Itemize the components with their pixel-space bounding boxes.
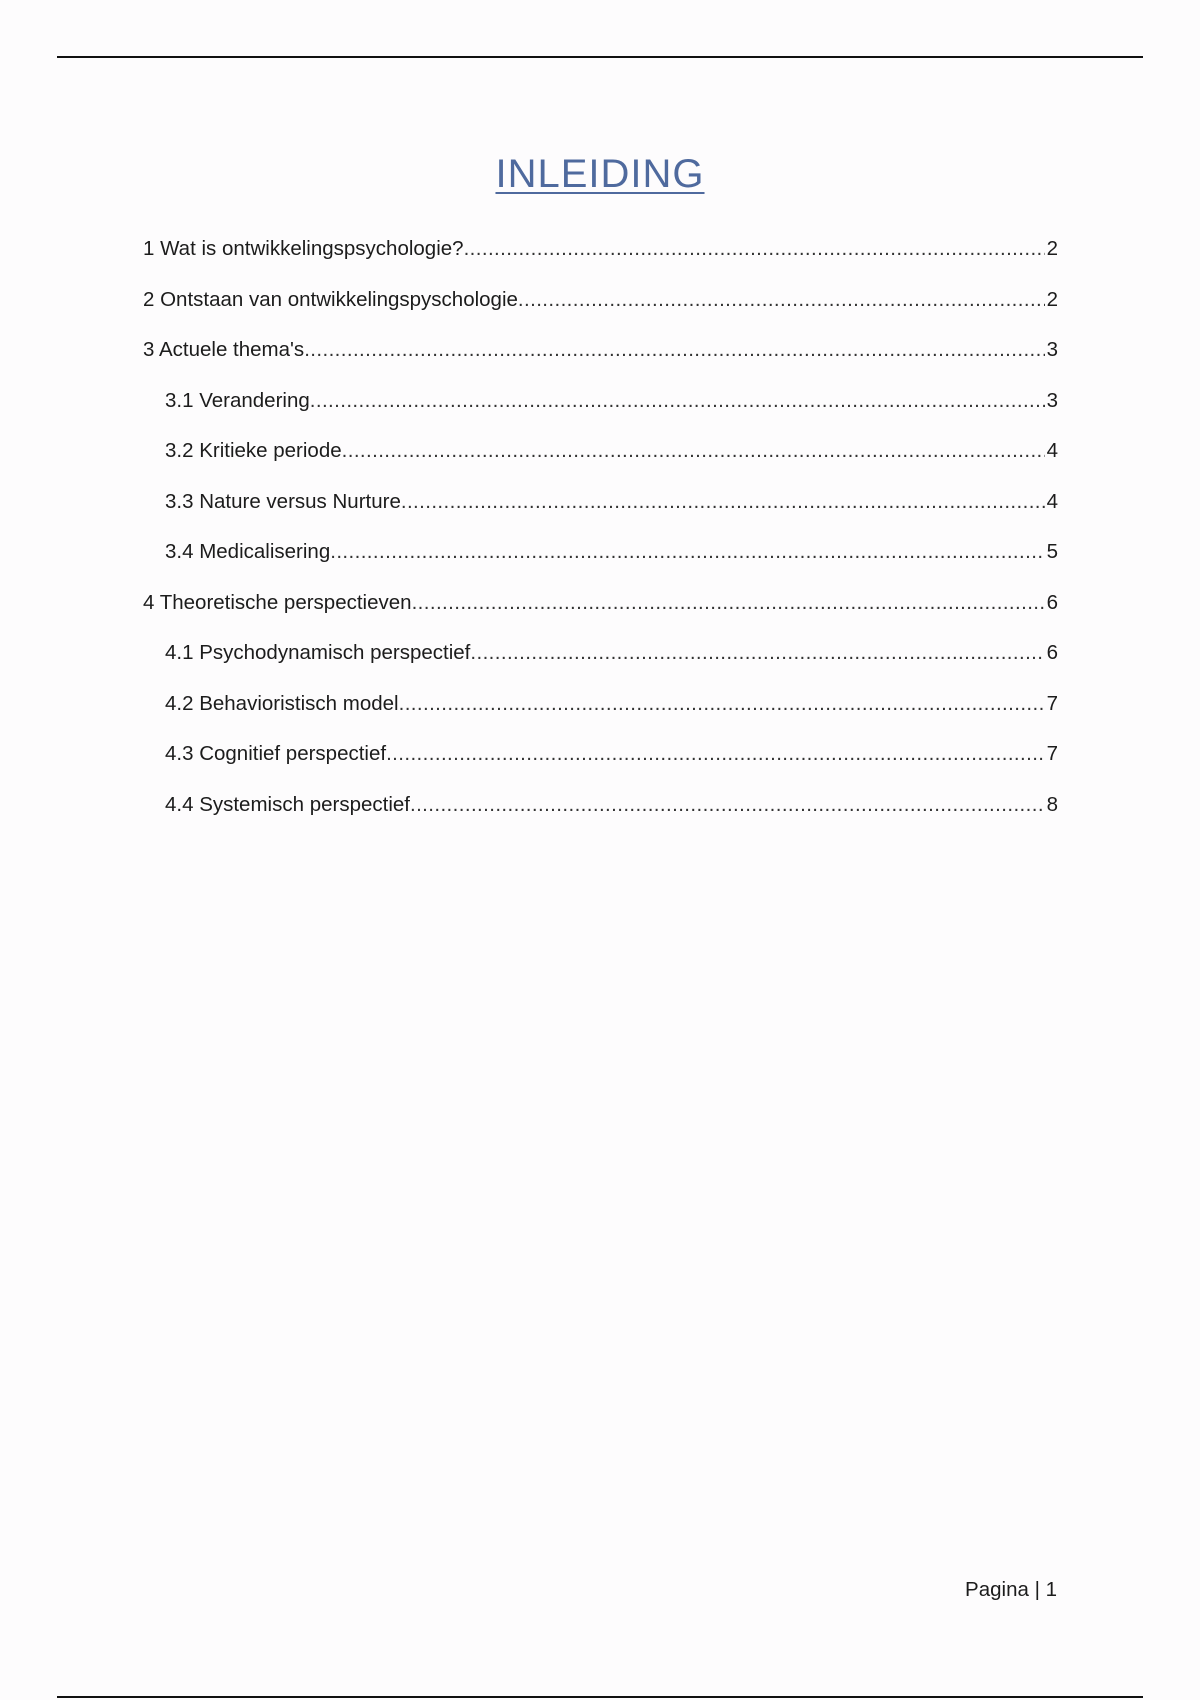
toc-entry-page: 7 xyxy=(1046,691,1058,715)
toc-entry-label: 4.1 Psychodynamisch perspectief xyxy=(165,641,471,664)
toc-entry[interactable] xyxy=(143,386,1058,437)
toc-entry-page: 2 xyxy=(1046,287,1058,311)
toc-dot-leader xyxy=(470,638,1044,668)
toc-entry[interactable] xyxy=(143,487,1058,538)
toc-entry-label: 4.2 Behavioristisch model xyxy=(165,691,399,715)
toc-entry[interactable] xyxy=(143,436,1058,487)
toc-dot-leader xyxy=(342,436,1045,466)
toc-dot-leader xyxy=(330,537,1044,567)
toc-entry-label: 3.3 Nature versus Nurture xyxy=(165,489,401,513)
toc-dot-leader xyxy=(304,335,1044,365)
toc-dot-leader xyxy=(412,588,1045,618)
toc-entry-page: 6 xyxy=(1046,590,1058,614)
toc-entry-page: 3 xyxy=(1046,338,1058,361)
toc-entry-label: 4 Theoretische perspectieven xyxy=(143,590,412,614)
page-title-text: INLEIDING xyxy=(495,152,705,196)
toc-entry-label: 3.1 Verandering xyxy=(165,388,310,412)
toc-entry-label: 4.4 Systemisch perspectief xyxy=(165,792,410,816)
toc-entry-page: 5 xyxy=(1046,540,1058,563)
toc-entry-label: 3.2 Kritieke periode xyxy=(165,439,342,462)
toc-entry-page: 4 xyxy=(1046,439,1058,462)
toc-entry-label: 3 Actuele thema's xyxy=(143,338,305,361)
toc-entry[interactable] xyxy=(143,335,1058,386)
toc-entry-label: 2 Ontstaan van ontwikkelingspyschologie xyxy=(143,287,518,311)
toc-dot-leader xyxy=(464,234,1045,264)
page-footer: Pagina | 1 xyxy=(965,1578,1057,1601)
toc-entry[interactable] xyxy=(143,638,1058,689)
toc-entry-label: 3.4 Medicalisering xyxy=(165,540,331,563)
toc-entry[interactable] xyxy=(143,588,1058,639)
footer-rule xyxy=(57,1696,1143,1698)
toc-entry[interactable] xyxy=(143,790,1058,841)
header-rule xyxy=(57,56,1143,58)
page-title xyxy=(0,152,1200,197)
toc-entry[interactable] xyxy=(143,537,1058,588)
table-of-contents xyxy=(143,234,1058,840)
toc-entry[interactable] xyxy=(143,234,1058,285)
toc-entry[interactable] xyxy=(143,739,1058,790)
toc-entry[interactable] xyxy=(143,689,1058,740)
toc-dot-leader xyxy=(399,689,1045,719)
toc-dot-leader xyxy=(386,739,1045,769)
toc-dot-leader xyxy=(410,790,1045,820)
toc-entry-page: 6 xyxy=(1046,641,1058,664)
toc-entry-page: 4 xyxy=(1046,489,1058,513)
toc-dot-leader xyxy=(401,487,1045,517)
toc-dot-leader xyxy=(518,285,1045,315)
toc-entry-page: 7 xyxy=(1046,742,1058,765)
toc-entry-page: 3 xyxy=(1046,388,1058,412)
toc-dot-leader xyxy=(310,386,1045,416)
toc-entry-label: 4.3 Cognitief perspectief xyxy=(165,742,387,765)
toc-entry[interactable] xyxy=(143,285,1058,336)
toc-entry-page: 2 xyxy=(1046,237,1058,260)
toc-entry-page: 8 xyxy=(1046,792,1058,816)
toc-entry-label: 1 Wat is ontwikkelingspsychologie? xyxy=(143,237,464,260)
